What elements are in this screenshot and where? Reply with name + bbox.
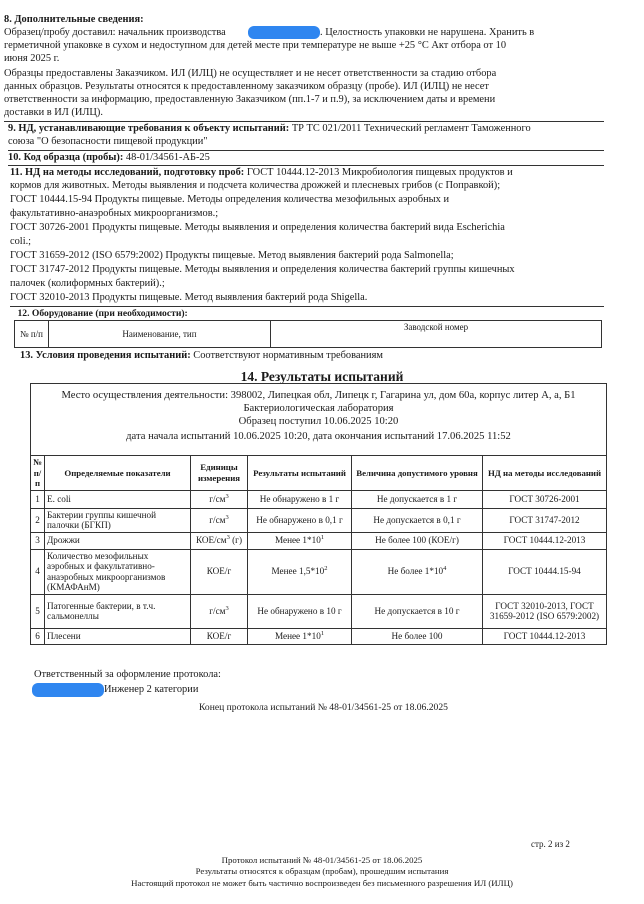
section11-line: ГОСТ 30726-2001 Продукты пищевые. Методы выявления и определения количества бактерий вида Escherichia bbox=[10, 222, 505, 233]
row-num: 6 bbox=[31, 628, 45, 644]
section8-date: июня 2025 г. bbox=[4, 53, 60, 64]
results-header-row bbox=[31, 456, 607, 491]
row-unit bbox=[191, 594, 248, 628]
equipment-col-name: Наименование, тип bbox=[49, 321, 271, 348]
results-received: Образец поступил 10.06.2025 10:20 bbox=[238, 416, 399, 427]
allowed-sup: 4 bbox=[443, 565, 447, 573]
table-row bbox=[31, 594, 607, 628]
row-unit bbox=[191, 490, 248, 508]
row-num: 5 bbox=[31, 594, 45, 628]
equipment-header-row bbox=[15, 321, 602, 348]
result-sup: 1 bbox=[320, 629, 325, 637]
section11-line: ГОСТ 10444.15-94 Продукты пищевые. Методы определения количества мезофильных аэробных и bbox=[10, 194, 450, 205]
section11-line: палочек (колиформных бактерий).; bbox=[10, 278, 165, 289]
divider bbox=[8, 150, 604, 151]
section8-note-1: Образцы предоставлены Заказчиком. ИЛ (ИЛЦ) не осуществляет и не несет ответственности за стадию отбора bbox=[4, 68, 497, 79]
section8-note-4: доставки в ИЛ (ИЛЦ). bbox=[4, 107, 103, 118]
section8-note-3: ответственности за информацию, предоставленную Заказчиком (пп.1-7 и п.9), за исключением даты и времени bbox=[4, 94, 496, 105]
row-allowed: Не более 100 bbox=[352, 628, 483, 644]
section13-value: Соответствуют нормативным требованиям bbox=[190, 350, 383, 361]
section9-line2: союза "О безопасности пищевой продукции" bbox=[8, 136, 208, 147]
section9-label: 9. НД, устанавливающие требования к объекту испытаний: bbox=[8, 123, 290, 134]
row-result: Не обнаружено в 1 г bbox=[248, 490, 352, 508]
section10 bbox=[8, 152, 210, 165]
row-result: Не обнаружено в 10 г bbox=[248, 594, 352, 628]
unit-text: КОЕ/см bbox=[195, 535, 227, 546]
results-table bbox=[30, 455, 607, 645]
section11-line: ГОСТ 31747-2012 Продукты пищевые. Методы выявления и определения количества бактерий группы кишечных bbox=[10, 264, 515, 275]
results-dates: дата начала испытаний 10.06.2025 10:20, дата окончания испытаний 17.06.2025 11:52 bbox=[126, 431, 511, 442]
section11-label: 11. НД на методы исследований, подготовку проб: bbox=[10, 167, 245, 178]
section8-note-2: данных образцов. Результаты относятся к предоставленному заказчиком образцу (пробе). ИЛ (ИЛЦ) не несет bbox=[4, 81, 489, 92]
results-lab: Бактериологическая лаборатория bbox=[243, 403, 394, 414]
unit-sup: 3 bbox=[225, 492, 229, 500]
responsible-position: Инженер 2 категории bbox=[104, 684, 199, 695]
section10-label: 10. Код образца (пробы): bbox=[8, 152, 124, 163]
row-unit bbox=[191, 532, 248, 549]
row-method: ГОСТ 10444.12-2013 bbox=[483, 628, 607, 644]
row-num: 1 bbox=[31, 490, 45, 508]
row-allowed: Не допускается в 10 г bbox=[352, 594, 483, 628]
row-allowed: Не более 100 (КОЕ/г) bbox=[352, 532, 483, 549]
table-row bbox=[31, 628, 607, 644]
unit-sup: 3 bbox=[225, 513, 229, 521]
section8-integrity: . Целостность упаковки не нарушена. Хранить в bbox=[320, 27, 535, 38]
unit-sup: 3 bbox=[225, 604, 229, 612]
footer-line2: Результаты относятся к образцам (пробам), прошедшим испытания bbox=[195, 866, 449, 876]
result-sup: 2 bbox=[324, 565, 328, 573]
row-indicator: Бактерии группы кишечной палочки (БГКП) bbox=[45, 508, 191, 532]
section11-line: кормов для животных. Методы выявления и подсчета количества дрожжей и плесневых грибов (с Поправкой); bbox=[10, 180, 501, 191]
end-note: Конец протокола испытаний № 48-01/34561-25 от 18.06.2025 bbox=[199, 702, 448, 713]
row-num: 3 bbox=[31, 532, 45, 549]
page-number: стр. 2 из 2 bbox=[531, 839, 570, 849]
results-place: Место осуществления деятельности: 398002, Липецкая обл, Липецк г, Гагарина ул, дом 60а, корпус литер А, а, Б1 bbox=[61, 390, 576, 401]
divider bbox=[8, 165, 604, 166]
row-result bbox=[248, 628, 352, 644]
section13 bbox=[20, 350, 383, 363]
row-indicator: E. coli bbox=[45, 490, 191, 508]
row-allowed bbox=[352, 549, 483, 594]
section8-storage: герметичной упаковке в сухом и недоступном для детей месте при температуре не выше +25 °С Акт отбора от 10 bbox=[4, 40, 507, 51]
equipment-col-serial: Заводской номер bbox=[271, 321, 602, 348]
row-method: ГОСТ 31747-2012 bbox=[483, 508, 607, 532]
table-row bbox=[31, 508, 607, 532]
footer-line1: Протокол испытаний № 48-01/34561-25 от 18.06.2025 bbox=[221, 855, 423, 865]
row-unit: КОЕ/г bbox=[191, 628, 248, 644]
unit-text: г/см bbox=[209, 514, 226, 525]
table-row bbox=[31, 490, 607, 508]
row-result bbox=[248, 549, 352, 594]
result-text: Менее 1*10 bbox=[274, 535, 321, 546]
col-units: Единицы измерения bbox=[191, 456, 248, 491]
table-row bbox=[31, 532, 607, 549]
responsible-label: Ответственный за оформление протокола: bbox=[34, 669, 221, 680]
section8-title: 8. Дополнительные сведения: bbox=[4, 14, 144, 25]
row-indicator: Плесени bbox=[45, 628, 191, 644]
section11-line: факультативно-анаэробных микроорганизмов.; bbox=[10, 208, 219, 219]
row-result: Не обнаружено в 0,1 г bbox=[248, 508, 352, 532]
row-unit bbox=[191, 508, 248, 532]
redacted-name bbox=[32, 683, 104, 697]
section11-line: ГОСТ 32010-2013 Продукты пищевые. Метод выявления бактерий рода Shigella. bbox=[10, 292, 368, 303]
row-indicator: Количество мезофильных аэробных и факультативно-анаэробных микроорганизмов (КМАФАнМ) bbox=[45, 549, 191, 594]
divider bbox=[4, 121, 604, 122]
section10-value: 48-01/34561-АБ-25 bbox=[123, 152, 210, 163]
col-allowed: Величина допустимого уровня bbox=[352, 456, 483, 491]
unit-sup: 3 bbox=[226, 534, 230, 542]
section13-label: 13. Условия проведения испытаний: bbox=[20, 350, 191, 361]
row-indicator: Дрожжи bbox=[45, 532, 191, 549]
section8-delivered-by: Образец/пробу доставил: начальник производства bbox=[4, 27, 226, 38]
section9 bbox=[8, 123, 531, 136]
row-indicator: Патогенные бактерии, в т.ч. сальмонеллы bbox=[45, 594, 191, 628]
row-method: ГОСТ 10444.12-2013 bbox=[483, 532, 607, 549]
col-results: Результаты испытаний bbox=[248, 456, 352, 491]
unit-post: (г) bbox=[229, 535, 243, 546]
row-result bbox=[248, 532, 352, 549]
section11-value: ГОСТ 10444.12-2013 Микробиология пищевых продуктов и bbox=[244, 167, 513, 178]
unit-text: г/см bbox=[209, 605, 226, 616]
section12-title: 12. Оборудование (при необходимости): bbox=[15, 307, 602, 321]
row-allowed: Не допускается в 1 г bbox=[352, 490, 483, 508]
section11-line: ГОСТ 31659-2012 (ISO 6579:2002) Продукты пищевые. Метод выявления бактерий рода Salmonella; bbox=[10, 250, 454, 261]
result-text: Менее 1*10 bbox=[274, 630, 321, 641]
redacted-name bbox=[248, 26, 320, 39]
result-sup: 1 bbox=[320, 534, 325, 542]
section11-line: coli.; bbox=[10, 236, 32, 247]
footer-line3: Настоящий протокол не может быть частично воспроизведен без письменного разрешения ИЛ (ИЛЦ) bbox=[131, 878, 513, 888]
results-title: 14. Результаты испытаний bbox=[240, 369, 404, 384]
row-method: ГОСТ 10444.15-94 bbox=[483, 549, 607, 594]
row-method: ГОСТ 30726-2001 bbox=[483, 490, 607, 508]
unit-text: г/см bbox=[209, 493, 226, 504]
result-text: Менее 1,5*10 bbox=[271, 566, 325, 577]
equipment-table bbox=[14, 307, 602, 348]
col-num: № п/п bbox=[31, 456, 45, 491]
row-num: 2 bbox=[31, 508, 45, 532]
results-info-box bbox=[30, 383, 607, 456]
equipment-col-num: № п/п bbox=[15, 321, 49, 348]
row-allowed: Не допускается в 0,1 г bbox=[352, 508, 483, 532]
col-method: НД на методы исследований bbox=[483, 456, 607, 491]
col-indicator: Определяемые показатели bbox=[45, 456, 191, 491]
equipment-title-row bbox=[15, 307, 602, 321]
row-num: 4 bbox=[31, 549, 45, 594]
row-unit: КОЕ/г bbox=[191, 549, 248, 594]
section9-value: ТР ТС 021/2011 Технический регламент Таможенного bbox=[289, 123, 531, 134]
table-row bbox=[31, 549, 607, 594]
row-method: ГОСТ 32010-2013, ГОСТ 31659-2012 (ISO 6579:2002) bbox=[483, 594, 607, 628]
allowed-text: Не более 1*10 bbox=[387, 566, 444, 577]
section11 bbox=[10, 167, 513, 180]
